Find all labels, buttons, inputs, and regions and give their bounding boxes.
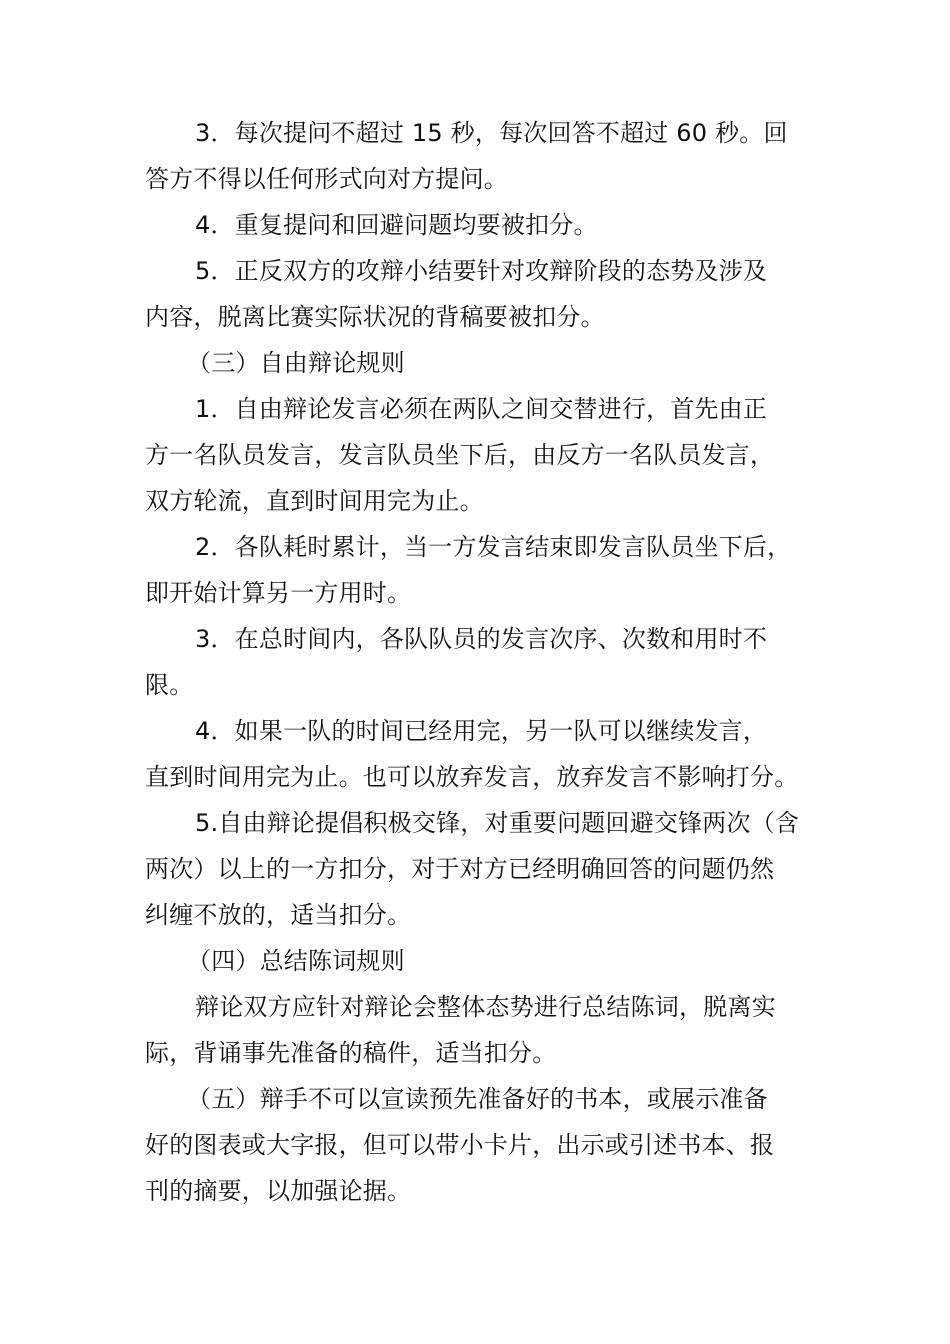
text-line: 4．重复提问和回避问题均要被扣分。 <box>195 211 598 239</box>
section-heading: （五）辩手不可以宣读预先准备好的书本，或展示准备 <box>187 1085 768 1113</box>
text-line: 双方轮流，直到时间用完为止。 <box>145 487 484 515</box>
text-line: 好的图表或大字报，但可以带小卡片，出示或引述书本、报 <box>145 1131 775 1159</box>
text-line: 5.自由辩论提倡积极交锋，对重要问题回避交锋两次（含 <box>195 809 800 837</box>
text-line: 3．每次提问不超过 15 秒，每次回答不超过 60 秒。回 <box>195 119 788 147</box>
text-line: 辩论双方应针对辩论会整体态势进行总结陈词，脱离实 <box>195 993 776 1021</box>
text-line: 4．如果一队的时间已经用完，另一队可以继续发言， <box>195 717 768 745</box>
text-line: 两次）以上的一方扣分，对于对方已经明确回答的问题仍然 <box>145 855 775 883</box>
text-line: 刊的摘要，以加强论据。 <box>145 1177 412 1205</box>
section-heading: （四）总结陈词规则 <box>187 947 405 975</box>
text-line: 方一名队员发言，发言队员坐下后，由反方一名队员发言， <box>145 441 775 469</box>
text-line: 纠缠不放的，适当扣分。 <box>145 901 412 929</box>
text-line: 即开始计算另一方用时。 <box>145 579 412 607</box>
text-line: 直到时间用完为止。也可以放弃发言，放弃发言不影响打分。 <box>145 763 799 791</box>
text-line: 内容，脱离比赛实际状况的背稿要被扣分。 <box>145 303 605 331</box>
document-body <box>145 110 825 1214</box>
text-line: 2．各队耗时累计，当一方发言结束即发言队员坐下后， <box>195 533 792 561</box>
text-line: 1．自由辩论发言必须在两队之间交替进行，首先由正 <box>195 395 768 423</box>
text-line: 限。 <box>145 671 194 699</box>
section-heading: （三）自由辩论规则 <box>187 349 405 377</box>
text-line: 答方不得以任何形式向对方提问。 <box>145 165 508 193</box>
text-line: 5．正反双方的攻辩小结要针对攻辩阶段的态势及涉及 <box>195 257 768 285</box>
text-line: 3．在总时间内，各队队员的发言次序、次数和用时不 <box>195 625 768 653</box>
text-line: 际，背诵事先准备的稿件，适当扣分。 <box>145 1039 557 1067</box>
